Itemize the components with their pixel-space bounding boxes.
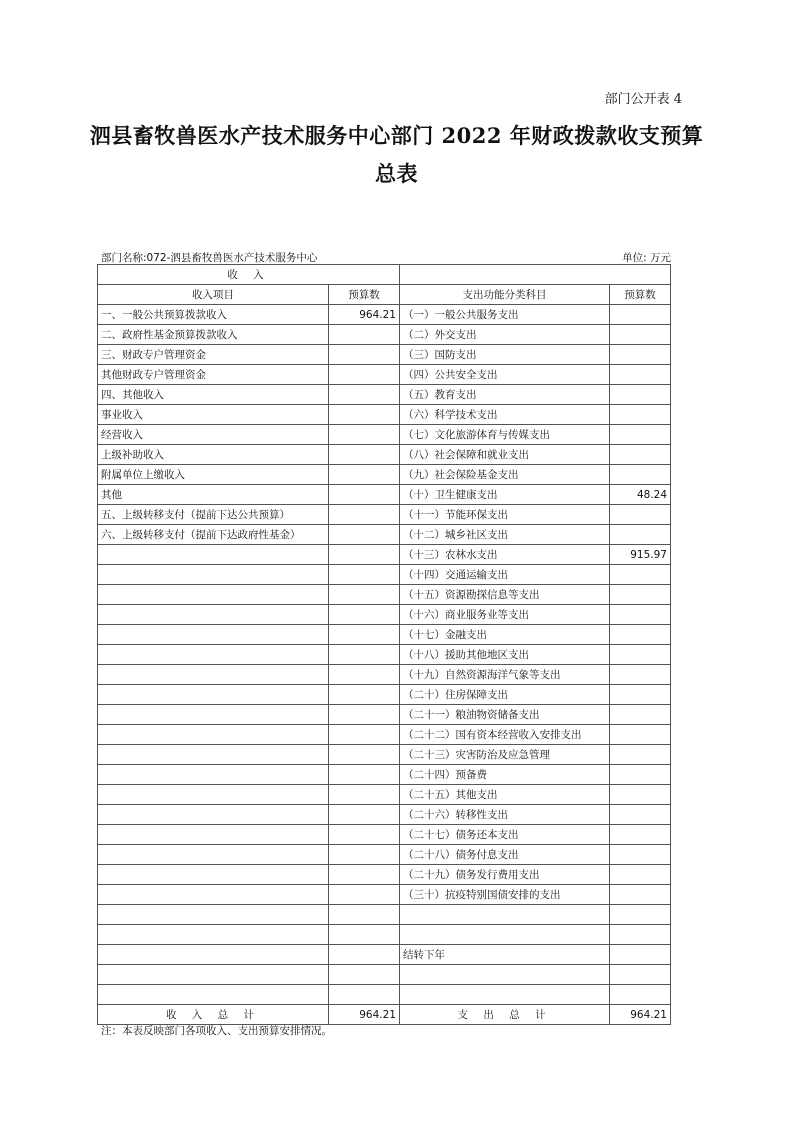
income-item-cell [98,965,329,985]
expense-item-cell: （八）社会保障和就业支出 [400,445,610,465]
income-amount-cell [329,525,400,545]
table-row [98,505,671,525]
expense-item-cell [400,985,610,1005]
expense-amount-cell [610,965,671,985]
income-item-cell [98,825,329,845]
expense-amount-cell [610,745,671,765]
table-row [98,865,671,885]
table-column-header [98,285,671,305]
expense-amount-cell [610,825,671,845]
table-row [98,645,671,665]
expense-amount-cell [610,585,671,605]
expense-total-value: 964.21 [610,1005,671,1025]
table-row [98,705,671,725]
income-amount-cell [329,745,400,765]
income-amount-cell [329,485,400,505]
income-item-cell: 附属单位上缴收入 [98,465,329,485]
income-amount-cell [329,845,400,865]
expense-item-cell: （十四）交通运输支出 [400,565,610,585]
table-number: 部门公开表 4 [604,92,682,107]
income-item-cell [98,625,329,645]
table-row [98,545,671,565]
income-amount-cell [329,325,400,345]
expense-item-cell: （二十四）预备费 [400,765,610,785]
expense-item-cell: （一）一般公共服务支出 [400,305,610,325]
expense-item-cell [400,905,610,925]
table-row [98,745,671,765]
income-amount-cell [329,565,400,585]
income-amount-cell [329,825,400,845]
table-row [98,925,671,945]
expense-item-cell: （十五）资源勘探信息等支出 [400,585,610,605]
income-amount-cell: 964.21 [329,305,400,325]
expense-amount-cell: 915.97 [610,545,671,565]
income-item-cell [98,885,329,905]
table-row [98,965,671,985]
income-item-cell [98,905,329,925]
expense-amount-cell [610,765,671,785]
table-row [98,345,671,365]
expense-amount-cell [610,605,671,625]
table-row [98,485,671,505]
table-row [98,825,671,845]
income-amount-cell [329,665,400,685]
income-item-cell [98,585,329,605]
expense-amount-cell [610,445,671,465]
expense-amount-header: 预算数 [610,285,671,305]
income-item-cell [98,785,329,805]
totals-row [98,1005,671,1025]
table-row [98,565,671,585]
expense-item-cell: （二十二）国有资本经营收入安排支出 [400,725,610,745]
table-row [98,845,671,865]
expense-item-cell: （三）国防支出 [400,345,610,365]
income-item-cell [98,725,329,745]
income-item-cell [98,665,329,685]
expense-item-cell: （二十五）其他支出 [400,785,610,805]
table-group-header [98,265,671,285]
expense-item-cell: （二十七）债务还本支出 [400,825,610,845]
table-row [98,885,671,905]
expense-item-cell: （七）文化旅游体育与传媒支出 [400,425,610,445]
table-body [98,305,671,1005]
expense-item-cell: （二十）住房保障支出 [400,685,610,705]
income-amount-cell [329,685,400,705]
expense-amount-cell [610,385,671,405]
income-amount-cell [329,465,400,485]
expense-amount-cell [610,985,671,1005]
income-item-cell [98,925,329,945]
expense-amount-cell [610,845,671,865]
income-item-cell: 经营收入 [98,425,329,445]
unit-label: 单位: 万元 [622,252,671,264]
expense-total-label: 支 出 总 计 [400,1005,610,1025]
expense-amount-cell [610,505,671,525]
income-amount-cell [329,985,400,1005]
expense-item-cell [400,925,610,945]
income-item-cell [98,745,329,765]
expense-item-cell: （十六）商业服务业等支出 [400,605,610,625]
expense-item-cell: （九）社会保险基金支出 [400,465,610,485]
income-amount-cell [329,925,400,945]
income-item-cell: 一、一般公共预算拨款收入 [98,305,329,325]
table-row [98,625,671,645]
table-row [98,585,671,605]
department-label: 部门名称:072-泗县畜牧兽医水产技术服务中心 [101,252,318,264]
income-amount-cell [329,965,400,985]
income-amount-cell [329,345,400,365]
footnote: 注：本表反映部门各项收入、支出预算安排情况。 [101,1025,332,1037]
expense-amount-cell [610,945,671,965]
expense-item-cell: （六）科学技术支出 [400,405,610,425]
expense-amount-cell: 48.24 [610,485,671,505]
expense-item-cell: （三十）抗疫特别国债安排的支出 [400,885,610,905]
expense-amount-cell [610,345,671,365]
income-item-cell: 四、其他收入 [98,385,329,405]
expense-amount-cell [610,925,671,945]
budget-table [97,264,671,1025]
expense-item-cell: （二十六）转移性支出 [400,805,610,825]
income-item-cell: 上级补助收入 [98,445,329,465]
income-item-cell [98,985,329,1005]
income-item-cell [98,545,329,565]
expense-amount-cell [610,565,671,585]
income-item-cell: 六、上级转移支付（提前下达政府性基金） [98,525,329,545]
income-amount-cell [329,885,400,905]
expense-item-cell: （十）卫生健康支出 [400,485,610,505]
income-amount-cell [329,765,400,785]
income-item-cell: 其他财政专户管理资金 [98,365,329,385]
expense-amount-cell [610,685,671,705]
expense-item-cell: （五）教育支出 [400,385,610,405]
income-item-cell [98,805,329,825]
income-amount-cell [329,365,400,385]
table-row [98,945,671,965]
expense-amount-cell [610,645,671,665]
income-item-cell: 事业收入 [98,405,329,425]
expense-item-header: 支出功能分类科目 [400,285,610,305]
income-item-cell: 二、政府性基金预算拨款收入 [98,325,329,345]
table-row [98,365,671,385]
income-amount-cell [329,545,400,565]
expense-item-cell [400,965,610,985]
expense-group-header [400,265,671,285]
table-row [98,385,671,405]
table-row [98,465,671,485]
income-item-cell: 五、上级转移支付（提前下达公共预算） [98,505,329,525]
expense-item-cell: （十三）农林水支出 [400,545,610,565]
income-item-cell [98,865,329,885]
income-amount-cell [329,785,400,805]
income-group-header: 收 入 [98,265,400,285]
income-total-value: 964.21 [329,1005,400,1025]
expense-amount-cell [610,425,671,445]
page-title: 泗县畜牧兽医水产技术服务中心部门 2022 年财政拨款收支预算 [89,123,704,148]
income-total-label: 收 入 总 计 [98,1005,329,1025]
expense-amount-cell [610,905,671,925]
table-row [98,805,671,825]
expense-amount-cell [610,365,671,385]
expense-item-cell: （二十八）债务付息支出 [400,845,610,865]
expense-item-cell: （十一）节能环保支出 [400,505,610,525]
table-row [98,445,671,465]
income-amount-cell [329,945,400,965]
income-item-cell: 三、财政专户管理资金 [98,345,329,365]
table-row [98,665,671,685]
income-amount-cell [329,705,400,725]
expense-item-cell: 结转下年 [400,945,610,965]
income-amount-header: 预算数 [329,285,400,305]
table-row [98,685,671,705]
table-row [98,605,671,625]
table-row [98,725,671,745]
expense-item-cell: （十九）自然资源海洋气象等支出 [400,665,610,685]
table-row [98,325,671,345]
expense-amount-cell [610,525,671,545]
income-item-cell [98,845,329,865]
expense-amount-cell [610,885,671,905]
expense-amount-cell [610,805,671,825]
expense-item-cell: （二十九）债务发行费用支出 [400,865,610,885]
income-item-cell [98,945,329,965]
expense-item-cell: （四）公共安全支出 [400,365,610,385]
table-row [98,905,671,925]
table-row [98,305,671,325]
income-item-cell [98,645,329,665]
income-item-header: 收入项目 [98,285,329,305]
expense-amount-cell [610,625,671,645]
page-title-line2: 总表 [375,161,418,186]
expense-item-cell: （二）外交支出 [400,325,610,345]
income-amount-cell [329,865,400,885]
income-amount-cell [329,505,400,525]
expense-item-cell: （二十一）粮油物资储备支出 [400,705,610,725]
expense-amount-cell [610,865,671,885]
table-row [98,785,671,805]
income-item-cell [98,605,329,625]
income-amount-cell [329,445,400,465]
expense-item-cell: （十七）金融支出 [400,625,610,645]
income-amount-cell [329,605,400,625]
table-row [98,765,671,785]
expense-amount-cell [610,725,671,745]
income-amount-cell [329,585,400,605]
income-item-cell [98,705,329,725]
income-amount-cell [329,725,400,745]
income-item-cell: 其他 [98,485,329,505]
income-item-cell [98,765,329,785]
income-amount-cell [329,425,400,445]
expense-item-cell: （二十三）灾害防治及应急管理 [400,745,610,765]
expense-amount-cell [610,305,671,325]
income-amount-cell [329,645,400,665]
expense-amount-cell [610,465,671,485]
income-item-cell [98,685,329,705]
expense-amount-cell [610,665,671,685]
table-row [98,525,671,545]
income-amount-cell [329,385,400,405]
expense-amount-cell [610,705,671,725]
table-row [98,405,671,425]
income-amount-cell [329,905,400,925]
income-amount-cell [329,805,400,825]
expense-amount-cell [610,325,671,345]
table-row [98,425,671,445]
expense-amount-cell [610,785,671,805]
expense-item-cell: （十二）城乡社区支出 [400,525,610,545]
table-row [98,985,671,1005]
income-amount-cell [329,625,400,645]
expense-item-cell: （十八）援助其他地区支出 [400,645,610,665]
expense-amount-cell [610,405,671,425]
income-amount-cell [329,405,400,425]
income-item-cell [98,565,329,585]
